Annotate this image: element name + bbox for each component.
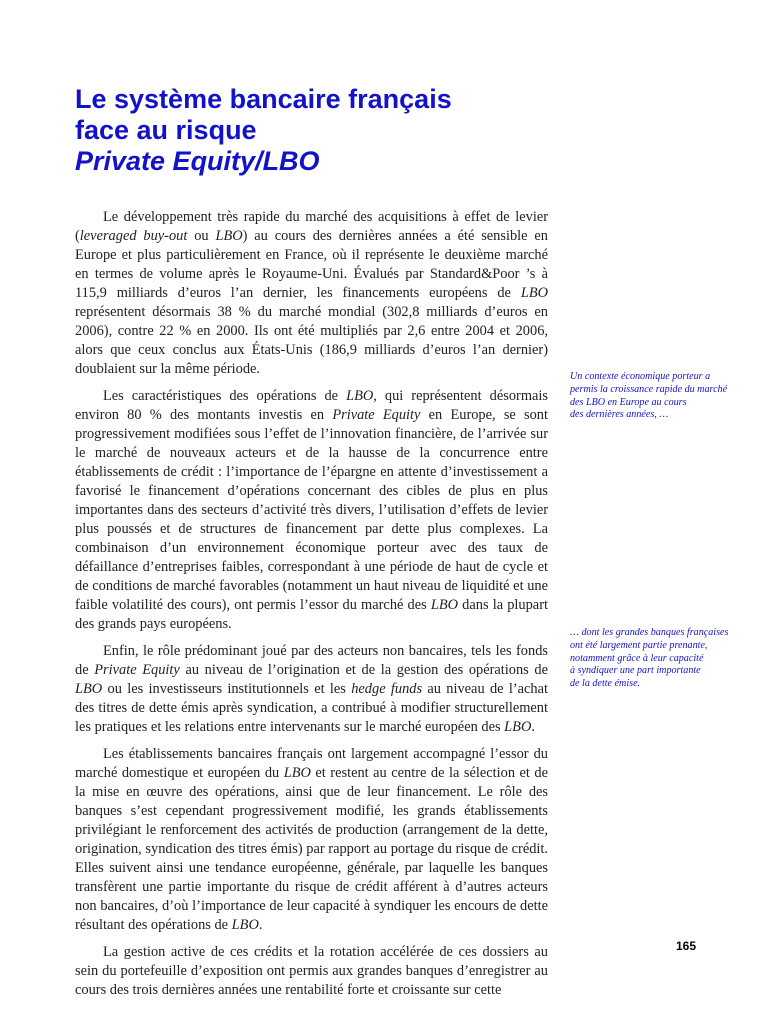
italic-term: LBO bbox=[231, 917, 259, 934]
paragraph-1: Le développement très rapide du marché des acquisitions à effet de levier (leveraged buy-out ou LBO) au cours des dernières années a été sensible en Europe et plus particulièrement en France, où il représente le deuxième marché en termes de volume après le Royaume-Uni. Évalués par Standard&Poor ’s à 115,9 milliards d’euros l’an dernier, les financements européens de LBO représentent désormais 38 % du marché mondial (302,8 milliards d’euros en 2006), contre 22 % en 2000. Ils ont été multipliés par 2,6 entre 2004 et 2006, alors que ceux conclus aux États-Unis (186,9 milliards d’euros l’an dernier) doublaient sur la même période. bbox=[75, 209, 548, 378]
paragraph-2: Les caractéristiques des opérations de LBO, qui représentent désormais environ 80 % des montants investis en Private Equity en Europe, se sont progressivement modifiées sous l’effet de l’innovation financière, de l’arrivée sur le marché de nouveaux acteurs et de la hausse de la concurrence entre établissements de crédit : l’importance de l’épargne en attente d’investissement a favorisé le financement d’opérations concernant des cibles de plus en plus importantes dans des secteurs d’activité très divers, l’utilisation d’effets de levier plus poussés et de structures de financement par dette plus complexes. La combinaison d’un environnement économique porteur avec des taux de défaillance d’entreprises faibles, correspondant à une période de haut de cycle et de conditions de marché favorables (notamment un haut niveau de liquidité et une faible volatilité des cours), ont permis l’essor du marché des LBO dans la plupart des grands pays européens. bbox=[75, 387, 548, 633]
margin-note-line: ont été largement partie prenante, bbox=[570, 639, 708, 651]
margin-note-line: des LBO en Europe au cours bbox=[570, 396, 687, 408]
page-title bbox=[75, 84, 452, 177]
italic-term: Private Equity bbox=[332, 406, 421, 423]
italic-term: LBO bbox=[283, 764, 311, 781]
italic-term: LBO bbox=[215, 228, 243, 245]
margin-note-line: Un contexte économique porteur a bbox=[570, 371, 711, 382]
italic-term: LBO bbox=[430, 597, 459, 614]
margin-note-2 bbox=[570, 627, 729, 691]
paragraph-3: Enfin, le rôle prédominant joué par des acteurs non bancaires, tels les fonds de Private Equity au niveau de l’origination et de la gestion des opérations de LBO ou les investisseurs institutionnels et les hedge funds au niveau de l’achat des titres de dette émis après syndication, a contribué à modifier structurellement les pratiques et les relations entre intervenants sur le marché européen des LBO. bbox=[75, 643, 548, 736]
margin-note-line: permis la croissance rapide du marché bbox=[570, 383, 728, 395]
margin-note-line: des dernières années, … bbox=[570, 409, 669, 421]
italic-term: LBO bbox=[520, 285, 548, 302]
margin-note-1 bbox=[570, 371, 728, 422]
title-line-3: Private Equity/LBO bbox=[75, 146, 320, 176]
italic-term: leveraged buy-out bbox=[79, 228, 188, 245]
body-text bbox=[75, 208, 548, 1011]
paragraph-5: La gestion active de ces crédits et la rotation accélérée de ces dossiers au sein du portefeuille d’exposition ont permis aux grandes banques d’enregistrer au cours des trois dernières années une rentabilité forte et croissante sur cette bbox=[75, 943, 548, 998]
italic-term: LBO bbox=[346, 387, 374, 404]
paragraph-4: Les établissements bancaires français ont largement accompagné l’essor du marché domestique et européen du LBO et restent au centre de la sélection et de la mise en œuvre des opérations, ainsi que de leur financement. Le rôle des banques s’est cependant progressivement modifié, les grands établissements privilégiant le renforcement des activités de production (arrangement de la dette, origination, syndication des titres émis) par rapport au portage du risque de crédit. Elles suivent ainsi une tendance européenne, générale, par laquelle les banques transfèrent une partie importante du risque de crédit afférent à d’autres acteurs non bancaires, d’où l’importance de leur capacité à syndiquer les encours de dette résultant des opérations de LBO. bbox=[75, 745, 548, 934]
margin-note-line: … dont les grandes banques françaises bbox=[570, 627, 729, 638]
italic-term: LBO bbox=[75, 681, 103, 698]
title-line-2: face au risque bbox=[75, 115, 257, 145]
margin-note-line: notamment grâce à leur capacité bbox=[570, 652, 704, 664]
margin-note-line: de la dette émise. bbox=[570, 678, 641, 690]
title-line-1: Le système bancaire français bbox=[75, 84, 452, 114]
italic-term: LBO bbox=[504, 719, 532, 736]
italic-term: Private Equity bbox=[94, 662, 180, 679]
italic-term: hedge funds bbox=[351, 681, 423, 698]
page-number: 165 bbox=[676, 939, 697, 953]
margin-note-line: à syndiquer une part importante bbox=[570, 665, 701, 677]
